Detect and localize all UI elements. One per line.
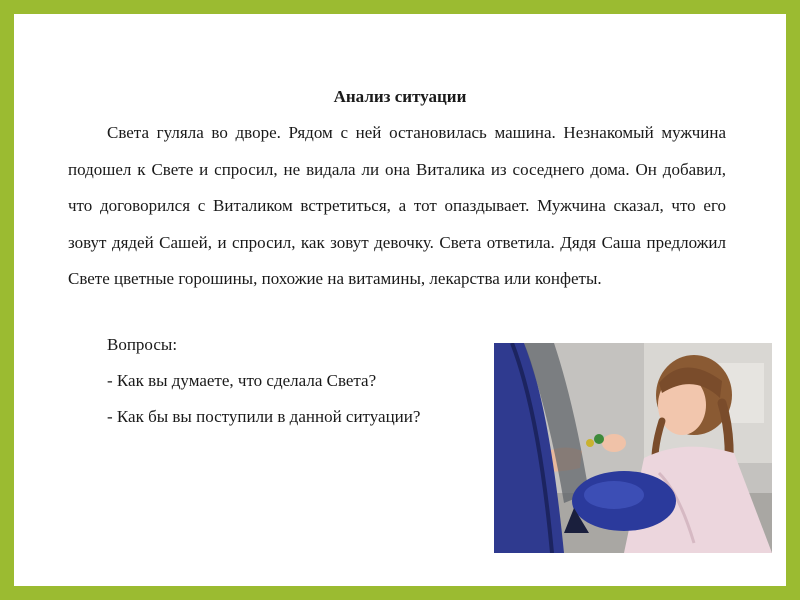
situation-paragraph: Света гуляла во дворе. Рядом с ней остановилась машина. Незнакомый мужчина подошел к Свете и спросил, не видала ли она Виталика из соседнего дома. Он добавил, что договорился с Виталиком встретиться, а тот опаздывает. Мужчина сказал, что его зовут дядей Сашей, и спросил, как зовут девочку. Света ответила. Дядя Саша предложил Свете цветные горошины, похожие на витамины, лекарства или конфеты. <box>68 123 726 288</box>
questions-label: Вопросы: <box>107 335 178 354</box>
illustration-photo <box>494 343 772 553</box>
slide-title: Анализ ситуации <box>333 87 467 106</box>
question-1: - Как вы думаете, что сделала Света? <box>107 371 377 390</box>
question-2: - Как бы вы поступили в данной ситуации? <box>107 407 421 426</box>
girl-and-car-illustration <box>494 343 772 553</box>
slide-canvas <box>14 14 786 586</box>
